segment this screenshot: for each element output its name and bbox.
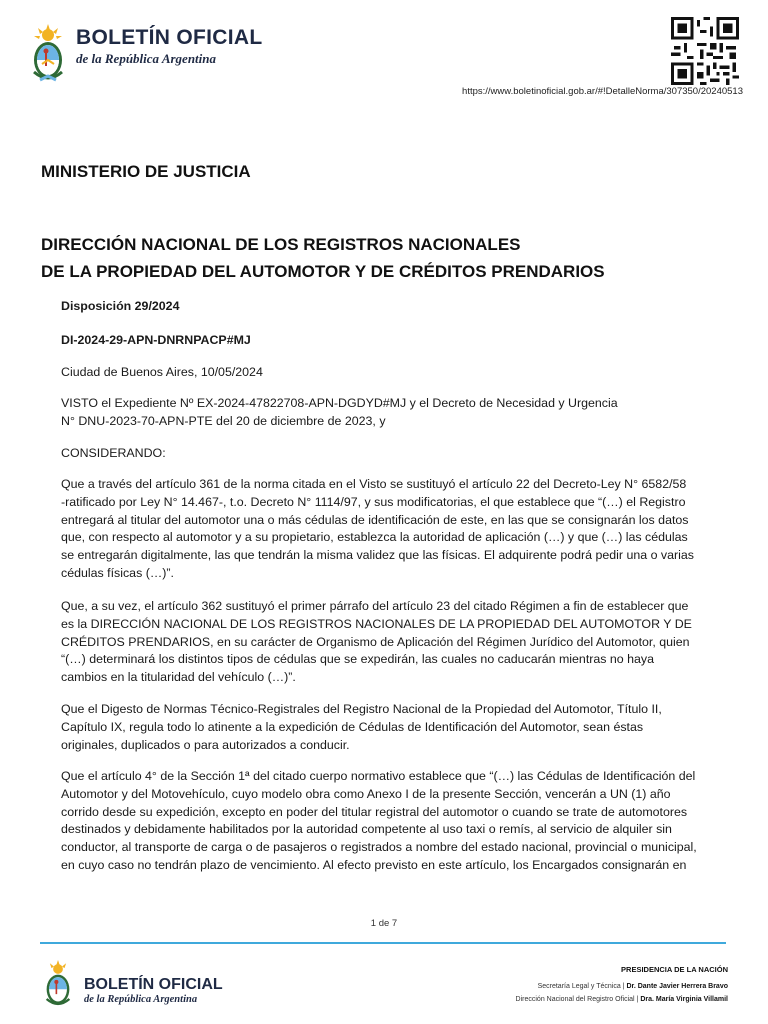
paragraph-line: cambios en la titularidad del vehículo (…)”. (61, 670, 296, 685)
document-code: DI-2024-29-APN-DNRNPACP#MJ (61, 333, 251, 347)
header-logo (26, 24, 266, 92)
paragraph-line: Que el Digesto de Normas Técnico-Registrales del Registro Nacional de la Propiedad del Automotor, Título II, (61, 702, 662, 716)
paragraph-line: entregará al titular del automotor una o más cédulas de identificación de este, en las que se consignarán los datos (61, 512, 689, 527)
brand-subtitle: de la República Argentina (76, 51, 216, 66)
footer-credit-name: Dr. Dante Javier Herrera Bravo (626, 983, 728, 990)
footer-brand-title: BOLETÍN OFICIAL (84, 976, 223, 993)
brand-title: BOLETÍN OFICIAL (76, 26, 263, 49)
paragraph-line: -ratificado por Ley N° 14.467-, t.o. Decreto N° 1114/97, y sus modificatorias, el que establece que “(…) el Registro (61, 494, 686, 509)
presidency-label: PRESIDENCIA DE LA NACIÓN (621, 965, 728, 974)
coat-of-arms-icon (40, 960, 76, 1012)
paragraph-2 (61, 598, 716, 687)
ministry-title: MINISTERIO DE JUSTICIA (41, 162, 251, 181)
document-url[interactable]: https://www.boletinoficial.gob.ar/#!DetalleNorma/307350/20240513 (462, 86, 743, 97)
paragraph-line: se entregarán digitalmente, las que tendrán la misma validez que las físicas. El adquirente podrá pedir una o varias (61, 548, 694, 563)
footer-divider (40, 942, 726, 944)
paragraph-line: en cuyo caso no tendrán plazo de vencimiento. Al efecto previsto en este artículo, los Encargados consignarán en (61, 857, 687, 872)
footer-credit-line: Dirección Nacional del Registro Oficial | Dra. María Virginia Villamil (515, 996, 728, 1003)
considerando-heading: CONSIDERANDO: (61, 446, 166, 460)
footer-brand-subtitle: de la República Argentina (84, 994, 198, 1005)
footer-logo (40, 960, 260, 1012)
paragraph-line: destinados y debidamente habilitados por la autoridad competente al uso taxi o remís, al servicio de alquiler sin (61, 822, 672, 837)
footer-credit-line: Secretaría Legal y Técnica | Dr. Dante Javier Herrera Bravo (537, 983, 728, 990)
paragraph-line: “(…) determinará los distintos tipos de cédulas que se expedirán, las cuales no caducarán mientras no haya (61, 652, 655, 667)
paragraph-line: conductor, al transporte de carga o de pasajeros o registrados a nombre del estado nacional, provincial o municipal, (61, 840, 697, 855)
page-number: 1 de 7 (370, 918, 398, 929)
paragraph-line: es la DIRECCIÓN NACIONAL DE LOS REGISTROS NACIONALES DE LA PROPIEDAD DEL AUTOMOTOR Y DE (61, 616, 692, 631)
disposition-number: Disposición 29/2024 (61, 299, 180, 313)
footer-credit-role: Secretaría Legal y Técnica (537, 983, 621, 990)
paragraph-line: VISTO el Expediente Nº EX-2024-47822708-APN-DGDYD#MJ y el Decreto de Necesidad y Urgencia (61, 396, 618, 410)
paragraph-line: Automotor y del Motovehículo, cuyo modelo obra como Anexo I de la presente Sección, vencerán a UN (1) año (61, 786, 671, 801)
paragraph-4 (61, 768, 716, 875)
visto-paragraph (61, 395, 716, 431)
paragraph-3 (61, 701, 716, 754)
paragraph-line: originales, duplicados o para autorizados a conducir. (61, 737, 350, 752)
paragraph-line: corrido desde su expedición, excepto en poder del titular registral del automotor o cuando se trate de automotores (61, 804, 688, 819)
paragraph-line: N° DNU-2023-70-APN-PTE del 20 de diciembre de 2023, y (61, 413, 386, 428)
paragraph-line: Que a través del artículo 361 de la norma citada en el Visto se sustituyó el artículo 22 del Decreto-Ley N° 6582/58 (61, 477, 687, 491)
place-date: Ciudad de Buenos Aires, 10/05/2024 (61, 365, 263, 379)
paragraph-line: CRÉDITOS PRENDARIOS, en su carácter de Organismo de Aplicación del Régimen Jurídico del Automotor, quien (61, 634, 690, 649)
footer-credit-name: Dra. María Virginia Villamil (640, 996, 728, 1003)
paragraph-1 (61, 476, 716, 583)
direction-title-line: DE LA PROPIEDAD DEL AUTOMOTOR Y DE CRÉDITOS PRENDARIOS (41, 262, 605, 281)
paragraph-line: que, con respecto al automotor y a su propietario, establezca la autoridad de aplicación (…) y que (…) las cédulas (61, 530, 688, 545)
direction-title (41, 231, 605, 285)
paragraph-line: Que el artículo 4° de la Sección 1ª del citado cuerpo normativo establece que “(…) las Cédulas de Identificación del (61, 769, 696, 783)
footer-credit-role: Dirección Nacional del Registro Oficial (515, 996, 635, 1003)
direction-title-line: DIRECCIÓN NACIONAL DE LOS REGISTROS NACIONALES (41, 235, 521, 254)
qr-code-icon (671, 17, 739, 85)
paragraph-line: cédulas físicas (…)”. (61, 565, 174, 580)
paragraph-line: Capítulo IX, regula todo lo atinente a la expedición de Cédulas de Identificación del Automotor, sean éstas (61, 719, 644, 734)
paragraph-line: Que, a su vez, el artículo 362 sustituyó el primer párrafo del artículo 23 del citado Régimen a fin de establecer que (61, 599, 689, 613)
coat-of-arms-icon (26, 24, 70, 88)
